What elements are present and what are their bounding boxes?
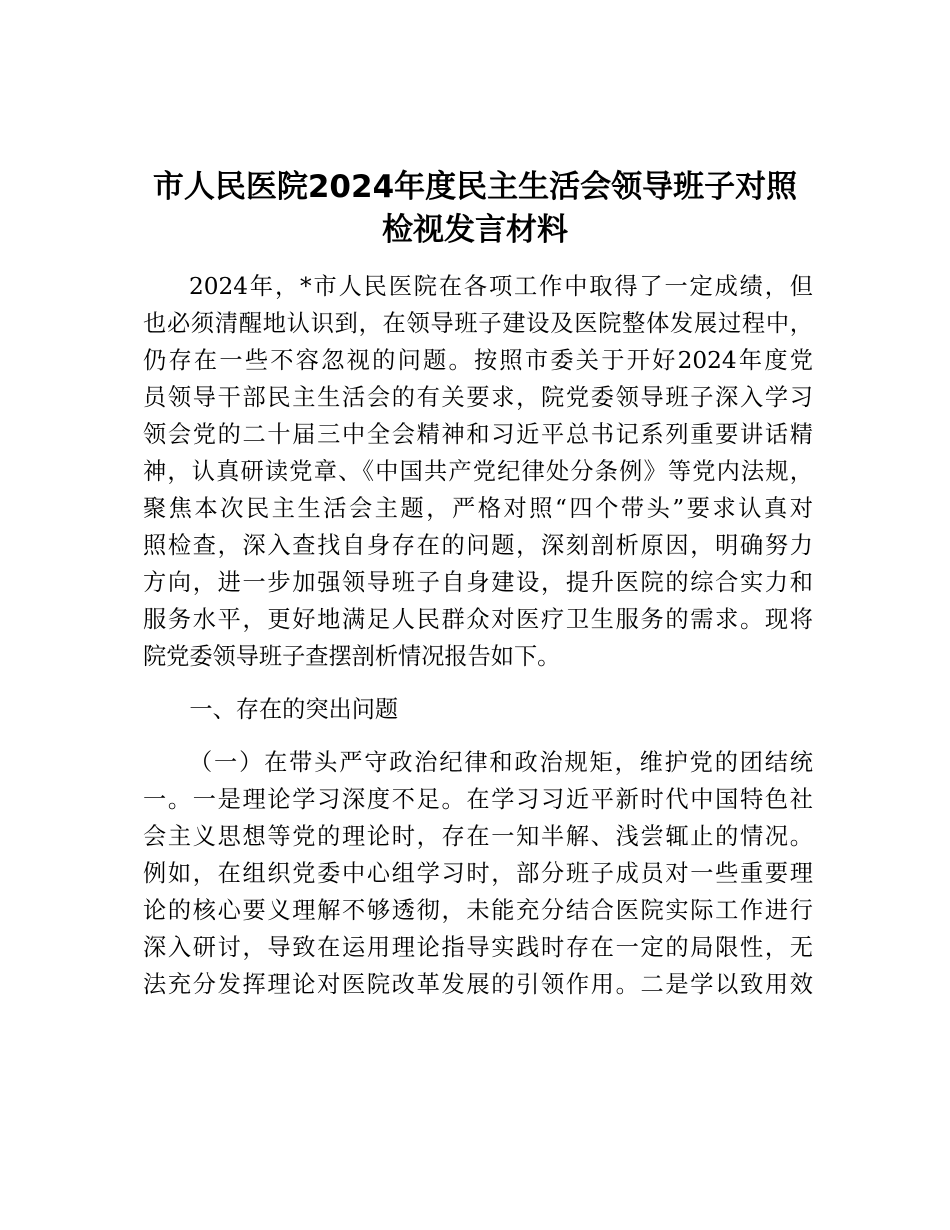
paragraph-line: 神，认真研读党章、《中国共产党纪律处分条例》等党内法规， [143,458,813,485]
paragraph-line: 照检查，深入查找自身存在的问题，深刻剖析原因，明确努力 [143,532,813,559]
title-line-1: 市人民医院2024年度民主生活会领导班子对照 [152,169,798,205]
paragraph-line: 仍存在一些不容忽视的问题。按照市委关于开好2024年度党 [143,347,813,374]
paragraph-line: 聚焦本次民主生活会主题，严格对照“四个带头”要求认真对 [143,495,813,522]
paragraph-line: 服务水平，更好地满足人民群众对医疗卫生服务的需求。现将 [143,606,813,633]
paragraph-line: 会主义思想等党的理论时，存在一知半解、浅尝辄止的情况。 [143,823,813,850]
paragraph-line: 例如，在组织党委中心组学习时，部分班子成员对一些重要理 [143,860,813,887]
paragraph-line: 也必须清醒地认识到，在领导班子建设及医院整体发展过程中， [143,310,813,337]
document-title [140,166,810,252]
paragraph-line: 方向，进一步加强领导班子自身建设，提升医院的综合实力和 [143,569,813,596]
section-heading: 一、存在的突出问题 [189,696,399,723]
document-body [143,268,813,1003]
section1-paragraph [143,744,813,1003]
paragraph-line: 法充分发挥理论对医院改革发展的引领作用。二是学以致用效 [143,971,813,998]
paragraph-line: 深入研讨，导致在运用理论指导实践时存在一定的局限性，无 [143,934,813,961]
paragraph-line: 领会党的二十届三中全会精神和习近平总书记系列重要讲话精 [143,421,813,448]
paragraph-line: （一）在带头严守政治纪律和政治规矩，维护党的团结统 [189,749,813,776]
paragraph-line: 论的核心要义理解不够透彻，未能充分结合医院实际工作进行 [143,897,813,924]
paragraph-line: 2024年，*市人民医院在各项工作中取得了一定成绩，但 [189,273,813,300]
intro-paragraph [143,268,813,675]
title-line-2: 检视发言材料 [382,212,568,248]
paragraph-line: 院党委领导班子查摆剖析情况报告如下。 [143,643,561,670]
paragraph-line: 一。一是理论学习深度不足。在学习习近平新时代中国特色社 [143,786,813,813]
paragraph-line: 员领导干部民主生活会的有关要求，院党委领导班子深入学习 [143,384,813,411]
